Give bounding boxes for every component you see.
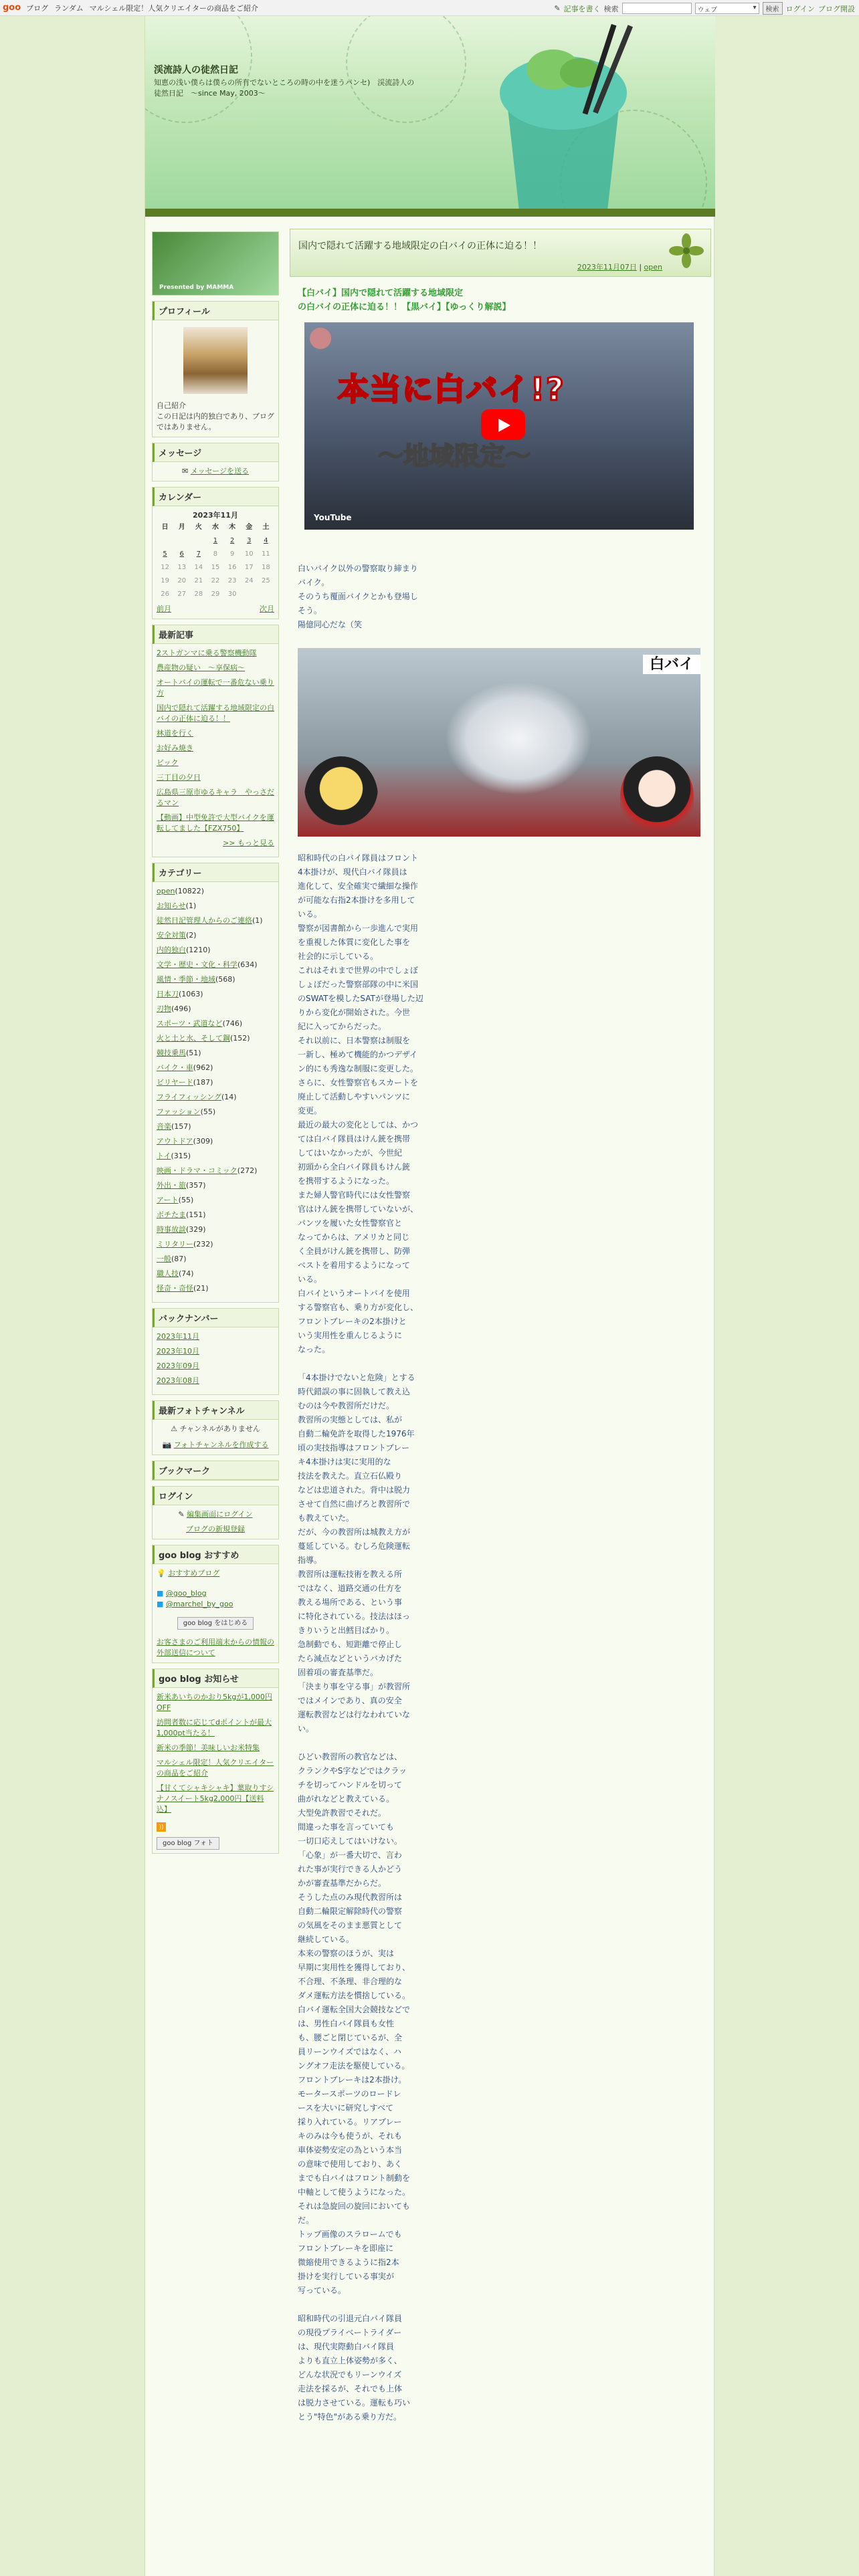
category-item [157, 1283, 274, 1294]
start-blog-button[interactable]: goo blog をはじめる [177, 1617, 254, 1630]
recent-post-link[interactable]: オートバイの運転で一番危ない乗り方 [157, 678, 274, 697]
backnumber-box [152, 1308, 279, 1395]
category-count: (51) [186, 1049, 201, 1057]
category-item [157, 1048, 274, 1059]
category-item [157, 1239, 274, 1250]
bookmark-box [152, 1461, 279, 1481]
calendar-box [152, 487, 279, 619]
send-message-link[interactable]: メッセージを送る [190, 467, 250, 475]
channel-avatar [310, 328, 331, 349]
category-link[interactable]: 一般 [157, 1255, 171, 1263]
open-blog-link[interactable]: ブログ開設 [818, 4, 855, 13]
category-count: (272) [237, 1166, 258, 1175]
category-link[interactable]: 競技乗馬 [157, 1049, 186, 1057]
category-count: (496) [171, 1004, 191, 1013]
category-count: (329) [186, 1225, 206, 1234]
bulb-icon: 💡 [157, 1569, 166, 1578]
post-heading-2: の白バイの正体に迫る！！【黒バイ】【ゆっくり解説】 [298, 302, 511, 312]
message-box [152, 443, 279, 481]
category-link[interactable]: 文学・歴史・文化・科学 [157, 960, 237, 969]
recent-post-link[interactable]: 広島県三原市ゆるキャラ やっさだるマン [157, 788, 274, 807]
blog-description: 知恵の浅い僕らは僕らの所有でないところの時の中を迷うパンセ) 渓流詩人の徒然日記 ～since May, 2003～ [154, 78, 415, 98]
next-month-link[interactable]: 次月 [260, 605, 274, 613]
category-count: (634) [237, 960, 258, 969]
category-list [153, 882, 278, 1302]
police-bike-image [445, 681, 592, 795]
goo-logo[interactable]: goo [3, 3, 21, 13]
profile-text: この日記は内的独白であり、ブログではありません。 [157, 412, 274, 431]
category-item [157, 1004, 274, 1014]
news-item-link[interactable]: 新米の季節！美味しいお米特集 [157, 1743, 260, 1752]
category-link[interactable]: アート [157, 1196, 179, 1204]
recent-post-link[interactable]: 三丁目の夕日 [157, 773, 201, 782]
character-image [620, 756, 694, 837]
category-count: (87) [171, 1255, 187, 1263]
category-count: (1) [185, 901, 197, 910]
leaf-decoration-icon [666, 232, 706, 272]
backnumber-link[interactable]: 2023年10月 [157, 1347, 199, 1356]
bookmark-heading: ブックマーク [153, 1461, 278, 1480]
decoration [346, 16, 466, 123]
camera-icon: 📷 [162, 1440, 172, 1449]
recent-post-link[interactable]: お好み焼き [157, 744, 193, 752]
category-item [157, 945, 274, 956]
youtube-embed[interactable] [304, 322, 694, 530]
goo-photo-button[interactable]: goo blog フォト [157, 1837, 219, 1850]
category-item [157, 1121, 274, 1132]
category-link[interactable]: ファッション [157, 1107, 201, 1116]
news-heading: goo blog お知らせ [153, 1669, 278, 1688]
category-link[interactable]: 音楽 [157, 1122, 171, 1131]
play-button-icon[interactable] [481, 409, 525, 440]
category-link[interactable]: 映画・ドラマ・コミック [157, 1166, 237, 1175]
category-count: (151) [186, 1210, 206, 1219]
category-count: (357) [186, 1181, 206, 1190]
category-count: (55) [200, 1107, 216, 1116]
no-channel-text: チャンネルがありません [179, 1424, 260, 1433]
photo-channel-box [152, 1400, 279, 1455]
category-count: (2) [186, 931, 197, 940]
message-heading: メッセージ [153, 443, 278, 462]
news-item-link[interactable]: マルシェル限定！人気クリエイターの商品をご紹介 [157, 1758, 274, 1778]
recent-post-link[interactable]: ビック [157, 758, 179, 767]
category-item [157, 1151, 274, 1162]
category-item [157, 974, 274, 985]
nav-blog-link[interactable]: ブログ [26, 3, 49, 13]
post-date-line: 2023年11月07日 | open [577, 263, 662, 272]
post-paragraph: 昭和時代の引退元白バイ隊員 の現役プライベートライダー は、現代実際動白バイ隊員 よりも直立上体姿勢が多く、 どんな状況でもリーンウイズ 走法を採るが、それでも上体 は脱力させている。運転も巧い とう"特色"がある乗り方だ。 [298, 2314, 411, 2422]
category-link[interactable]: ボチたま [157, 1210, 186, 1219]
profile-label: 自己紹介 [157, 401, 186, 410]
write-article-link[interactable]: 記事を書く [563, 4, 601, 13]
post-paragraph: 白いバイク以外の警察取り締まり バイク。 そのうち覆面バイクとかも登場し そう。 陽億同心だな（笑 [298, 564, 418, 629]
nav-marchel-link[interactable]: マルシェル限定！人気クリエイターの商品をご紹介 [89, 3, 259, 13]
news-item-link[interactable]: 新米あいちのかおり5kgが1,000円OFF [157, 1693, 272, 1712]
category-item [157, 1224, 274, 1235]
recent-post-link[interactable]: 国内で隠れて活躍する地域限定の白バイの正体に迫る！！ [157, 704, 274, 723]
category-count: (746) [222, 1019, 243, 1028]
twitter-marchel-link[interactable]: @marchel_by_goo [165, 1600, 233, 1608]
category-count: (157) [171, 1122, 191, 1131]
category-count: (315) [171, 1152, 191, 1160]
calendar-heading: カレンダー [153, 488, 278, 506]
post-date-link[interactable]: 2023年11月07日 [577, 263, 637, 272]
category-item [157, 1180, 274, 1191]
edit-login-link[interactable]: 編集画面にログイン [187, 1510, 253, 1519]
category-count: (14) [221, 1093, 237, 1101]
categories-heading: カテゴリー [153, 863, 278, 882]
category-item [157, 1018, 274, 1029]
backnumber-link[interactable]: 2023年08月 [157, 1376, 199, 1385]
create-channel-link[interactable]: フォトチャンネルを作成する [173, 1440, 269, 1449]
recommend-heading: goo blog おすすめ [153, 1545, 278, 1564]
avatar [183, 327, 248, 394]
sidebar [152, 231, 279, 1859]
category-link[interactable]: 外出・旅 [157, 1181, 186, 1190]
recent-post-link[interactable]: 林道を行く [157, 729, 193, 738]
recommend-blog-link[interactable]: おすすめブログ [168, 1569, 220, 1578]
category-item [157, 1033, 274, 1044]
login-box [152, 1486, 279, 1539]
page-wrapper [145, 16, 714, 2576]
post-photo [298, 648, 700, 837]
news-box [152, 1669, 279, 1854]
post-title: 国内で隠れて活躍する地域限定の白バイの正体に迫る！！ [298, 241, 542, 251]
post-paragraph: 昭和時代の白バイ隊員はフロント 4本掛けが、現代白バイ隊員は 進化して、安全確実で繊細な操作 が可能な右指2本掛けを多用して いる。 警察が図書館から一歩進んで実用 を重視した体質に変化した事を 社会的に示している。 これはそれまで世界の中でしょぼ しょぼだった警察部隊の中に米国 のSWATを模したSATが登場した辺 りから変化が開始された。今世 紀に入ってからだった。 それ以前に、日本警察は制服を 一新し、極めて機能的かつデザイ ン的にも秀逸な制服に変更した。 さらに、女性警察官もスカートを 廃止して活動しやすいパンツに 変更。 最近の最大の変化としては、かつ ては白バイ隊員はけん銃を携帯 してはいなかったが、今世紀 初頭から全白バイ隊員もけん銃 を携帯するようになった。 また婦人警官時代には女性警察 官はけん銃を携帯していないが、 パンツを履いた女性警察官と なってからは、アメリカと同じ く全員がけん銃を携帯し、防弾 ベストを着用するようになって いる。 白バイというオートバイを使用 する警察官も、乗り方が変化し、 フロントブレーキの2本掛けと いう実用性を重んじるように なった。 [298, 853, 423, 1354]
category-link[interactable]: 刃物 [157, 1004, 171, 1013]
category-item [157, 930, 274, 941]
category-link[interactable]: スポーツ・武道など [157, 1019, 223, 1028]
youtube-logo[interactable]: YouTube [314, 513, 352, 522]
profile-heading: プロフィール [153, 302, 278, 320]
category-link[interactable]: 火と土と水、そして鋼 [157, 1034, 230, 1043]
category-link[interactable]: アウトドア [157, 1137, 193, 1146]
header-image [480, 23, 647, 217]
category-item [157, 1136, 274, 1147]
search-label: 検索 [603, 4, 619, 13]
category-item [157, 1269, 274, 1279]
category-count: (152) [230, 1034, 250, 1043]
mail-icon: ✉ [181, 467, 189, 475]
category-link[interactable]: トイ [157, 1152, 171, 1160]
pencil-icon: ✎ [554, 4, 561, 13]
category-count: (1) [252, 916, 263, 925]
news-item-link[interactable]: 【甘くてシャキシャキ】葉取りすシナノスイート5kg2,000円【送料込】 [157, 1784, 274, 1814]
more-posts-link[interactable]: >> もっと見る [223, 839, 274, 847]
category-item [157, 1092, 274, 1103]
category-link[interactable]: フライフィッシング [157, 1093, 221, 1101]
search-scope-select[interactable]: ウェブ ▾ [695, 3, 759, 14]
categories-box [152, 863, 279, 1303]
profile-box [152, 301, 279, 437]
category-item [157, 1195, 274, 1206]
search-button[interactable]: 検索 [763, 2, 783, 15]
category-count: (187) [193, 1078, 213, 1087]
category-link[interactable]: お知らせ [157, 901, 186, 910]
backnumber-link[interactable]: 2023年09月 [157, 1362, 199, 1370]
category-count: (21) [193, 1284, 209, 1293]
chevron-down-icon: ▾ [753, 4, 757, 11]
pencil-icon: ✎ [178, 1510, 185, 1519]
post-paragraph: 「4本掛けでないと危険」とする 時代錯誤の事に固執して教え込 むのは今や教習所だけだ。 教習所の実態としては、私が 自動二輪免許を取得した1976年 頃の実技指導はフロントブレー キ4本掛けは実に実用的な 技法を教えた。直立石仏殿り などは忠道された。背中は脱力 させて自然に曲げろと教習所で も教えていた。 だが、今の教習所は城教え方が 蔓延している。むしろ危険運転 指導。 教習所は運転技術を教える所 ではなく、道路交通の仕方を 教える場所である、という事 に特化されている。技法はほっ きりいうと出鱈目ばかり。 急制動でも、短距離で停止し たら減点などというバカげた 固着項の審査基準だ。 「決まり事を守る事」が教習所 ではメインであり、真の安全 運転教習などは行なわれていな い。 [298, 1373, 415, 1733]
category-item [157, 901, 274, 911]
video-subtitle-overlay: 〜地域限定〜 [378, 441, 531, 471]
category-count: (232) [193, 1240, 213, 1249]
post-heading-1: 【白バイ】国内で隠れて活躍する地域限定 [298, 288, 464, 298]
calendar-month: 2023年11月 [193, 511, 238, 520]
blog-title[interactable]: 渓流詩人の徒然日記 [154, 65, 238, 76]
category-link[interactable]: 職人技 [157, 1269, 179, 1278]
category-item [157, 886, 274, 897]
nav-random-link[interactable]: ランダム [54, 3, 84, 13]
recommend-box [152, 1545, 279, 1663]
banner-box [152, 231, 279, 296]
category-count: (1063) [179, 990, 203, 998]
category-link[interactable]: 日本刀 [157, 990, 179, 998]
backnumber-link[interactable]: 2023年11月 [157, 1332, 199, 1341]
category-item [157, 1107, 274, 1117]
category-link[interactable]: 徒然日記管理人からのご連絡 [157, 916, 252, 925]
post-body [290, 277, 711, 2424]
category-link[interactable]: open [157, 887, 175, 895]
rss-icon[interactable]: )) [157, 1822, 166, 1832]
topbar-right [554, 2, 855, 15]
banner-text: Presented by MAMMA [159, 284, 234, 291]
video-title-overlay: 本当に白バイ!? [338, 371, 565, 407]
recent-heading: 最新記事 [153, 625, 278, 644]
category-item [157, 1077, 274, 1088]
category-count: (1210) [186, 946, 211, 954]
twitter-icon: ■ [157, 1589, 164, 1598]
category-count: (10822) [175, 887, 205, 895]
category-link[interactable]: 風情・季節・地域 [157, 975, 215, 984]
category-item [157, 989, 274, 1000]
category-count: (568) [215, 975, 235, 984]
recent-post-link[interactable]: 【動画】中型免許で大型バイクを運転してました【FZX750】 [157, 813, 274, 833]
twitter-icon: ■ [157, 1600, 164, 1608]
login-heading: ログイン [153, 1487, 278, 1505]
category-count: (74) [179, 1269, 194, 1278]
category-link[interactable]: バイク・車 [157, 1063, 193, 1072]
category-item [157, 960, 274, 970]
category-count: (962) [193, 1063, 213, 1072]
category-item [157, 1166, 274, 1176]
photo-channel-heading: 最新フォトチャンネル [153, 1401, 278, 1420]
calendar-table: 日 月 火 水 木 金 土 1 2 3 4 5 6 7 8 9 10 11 12 13 14 15 16 17 18 19 20 21 22 23 24 25 26 27 28 29 30 [161, 524, 270, 598]
category-link[interactable]: 時事放談 [157, 1225, 186, 1234]
category-link[interactable]: ビリヤード [157, 1078, 193, 1087]
recent-post-link[interactable]: 2ストガンマに乗る警察機動隊 [157, 649, 257, 657]
category-item [157, 916, 274, 926]
prev-month-link[interactable]: 前月 [157, 605, 171, 613]
category-item [157, 1063, 274, 1073]
category-count: (55) [178, 1196, 194, 1204]
warning-icon: ⚠ [171, 1424, 178, 1433]
category-item [157, 1210, 274, 1220]
category-link[interactable]: 怪奇・奇怪 [157, 1284, 193, 1293]
backnumber-heading: バックナンバー [153, 1309, 278, 1327]
post-header [290, 229, 711, 277]
blog-header [145, 16, 715, 217]
external-info-link[interactable]: お客さまのご利用端末からの情報の外部送信について [157, 1638, 274, 1657]
photo-tag-label: 白バイ [643, 655, 700, 674]
recent-post-link[interactable]: 農産物の疑い ～享保病～ [157, 663, 245, 672]
category-count: (309) [193, 1137, 213, 1146]
news-item-link[interactable]: 訪問者数に応じてdポイントが最大1,000pt当たる！ [157, 1718, 272, 1737]
category-link[interactable]: 安全対策 [157, 931, 186, 940]
top-bar [0, 0, 859, 16]
recent-posts-box [152, 625, 279, 857]
post-paragraph: ひどい教習所の教官などは、 クランクやS字などではクラッ チを切ってハンドルを切って 曲がれなどと教えている。 大型免許教習でそれだ。 間違った事を言っていても 一切口応えしてはいけない。 「心象」が一番大切で、言わ れた事が実行できる人かどう かが審査基準だからだ。 そうした点のみ現代教習所は 自動二輪限定解除時代の警察 の気風をそのまま悪質として 継続している。 本来の警察のほうが、実は 早期に実用性を獲得しており、 不合理、不条理、非合理的な ダメ運転方法を慣捨している。 白バイ運転全国大会競技などで は、男性白バイ隊員も女性 も、腰ごと閉じているが、全 員リーンウイズではなく、ハ ングオフ走法を駆使している。 フロントブレーキは2本掛け。 モータースポーツのロードレ ースを大いに研究しすべて 採り入れている。リアブレー キのみは今も使うが、それも 車体姿勢安定の為という本当 の意味で使用しており、あく までも白バイはフロント制動を 中軸として使うようになった。 それは急旋回の旋回においても だ。 トップ画像のスラロームでも フロントブレーキを即座に 微縮使用できるように指2本 掛けを実行している事実が 写っている。 [298, 1752, 411, 2295]
post-category-link[interactable]: open [644, 263, 662, 272]
twitter-goo-blog-link[interactable]: @goo_blog [165, 1589, 207, 1598]
login-link[interactable]: ログイン [785, 4, 815, 13]
search-input[interactable] [622, 3, 692, 14]
category-item [157, 1254, 274, 1265]
main-content [290, 229, 711, 2424]
category-link[interactable]: ミリタリー [157, 1240, 193, 1249]
category-link[interactable]: 内的独白 [157, 946, 186, 954]
new-register-link[interactable]: ブログの新規登録 [186, 1525, 245, 1533]
character-image [304, 756, 378, 837]
